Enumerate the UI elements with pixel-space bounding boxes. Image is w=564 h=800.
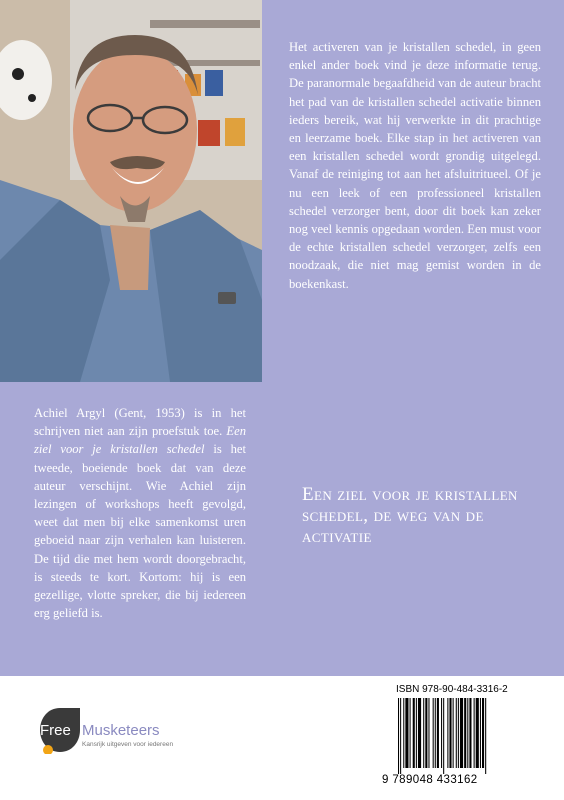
barcode-bar xyxy=(425,698,427,768)
barcode-bar xyxy=(433,698,434,768)
publisher-name-part1: Free xyxy=(40,722,71,739)
barcode-bar xyxy=(410,698,411,768)
barcode-bar xyxy=(453,698,454,768)
barcode-bar xyxy=(435,698,436,768)
barcode-bar xyxy=(474,698,475,768)
barcode-bar xyxy=(405,698,408,768)
isbn-digits: 9 789048 433162 xyxy=(382,774,478,786)
publisher-name-part2: Musketeers xyxy=(82,722,160,739)
back-cover-blurb: Het activeren van je kristallen schedel, in geen enkel ander boek vind je deze informatie terug. De paranormale begaafdheid van de auteur bracht het pad van de kristallen schedel activatie binnen ieders bereik, wat hij verwerkte in dit prachtige en leerzame boek. Elke stap in het activeren van een kristallen schedel wordt grondig uitgelegd. Vanaf de reiniging tot aan het afsluitritueel. Of je nu een leek of een professioneel kristallen schedel verzorger bent, door dit boek kan zeker nog veel kennis opgedaan worden. Een must voor de echte kristallen schedel verzorger, zelfs een noodzaak, die niet mag gemist worden in de boekenkast. xyxy=(289,40,541,291)
book-title: Een ziel voor je kristallen schedel, de weg van de activatie xyxy=(302,484,518,547)
barcode-bar xyxy=(398,698,399,774)
barcode-bar xyxy=(416,698,417,768)
barcode-bar xyxy=(480,698,481,768)
barcode-bar xyxy=(467,698,468,768)
publisher-strip xyxy=(0,676,564,800)
barcode-bar xyxy=(476,698,479,768)
publisher-logo xyxy=(36,706,196,766)
barcode-bar xyxy=(458,698,459,768)
barcode-bar xyxy=(447,698,448,768)
author-bio-intro: Achiel Argyl (Gent, 1953) is in het schrijven niet aan zijn proefstuk toe. xyxy=(34,406,246,439)
publisher-tagline: Kansrijk uitgeven voor iedereen xyxy=(82,741,174,748)
barcode-bar xyxy=(423,698,424,768)
barcode-bar xyxy=(443,698,444,774)
barcode-bar xyxy=(460,698,463,768)
barcode-bar xyxy=(403,698,404,768)
author-photo xyxy=(0,0,262,382)
barcode-bar xyxy=(464,698,466,768)
barcode-bar xyxy=(437,698,439,768)
barcode-bar xyxy=(418,698,421,768)
barcode-bar xyxy=(428,698,429,768)
author-bio xyxy=(34,404,246,622)
barcode-bars xyxy=(396,698,526,774)
isbn-label: ISBN 978-90-484-3316-2 xyxy=(396,684,508,695)
barcode-bar xyxy=(441,698,442,768)
author-bio-book-title: Een ziel voor je kristallen schedel xyxy=(34,424,246,457)
author-bio-rest: is het tweede, boeiende boek dat van deze auteur verschijnt. Wie Achiel zijn lezingen of workshops heeft gevolgd, weet dat men bij elke samenkomst uren geboeid naar zijn verhalen kan luisteren. De tijd die met hem wordt doorgebracht, is steeds te kort. Kortom: hij is een gezellige, vlotte spreker, die bij iedereen erg geliefd is. xyxy=(34,442,246,621)
barcode-bar xyxy=(449,698,451,768)
barcode-bar xyxy=(413,698,415,768)
barcode-bar xyxy=(482,698,484,768)
barcode-bar xyxy=(469,698,471,768)
barcode-bar xyxy=(485,698,486,774)
barcode-bar xyxy=(456,698,457,768)
barcode-bar xyxy=(400,698,401,774)
author-photo-illustration xyxy=(0,0,262,382)
isbn-barcode xyxy=(382,684,528,794)
